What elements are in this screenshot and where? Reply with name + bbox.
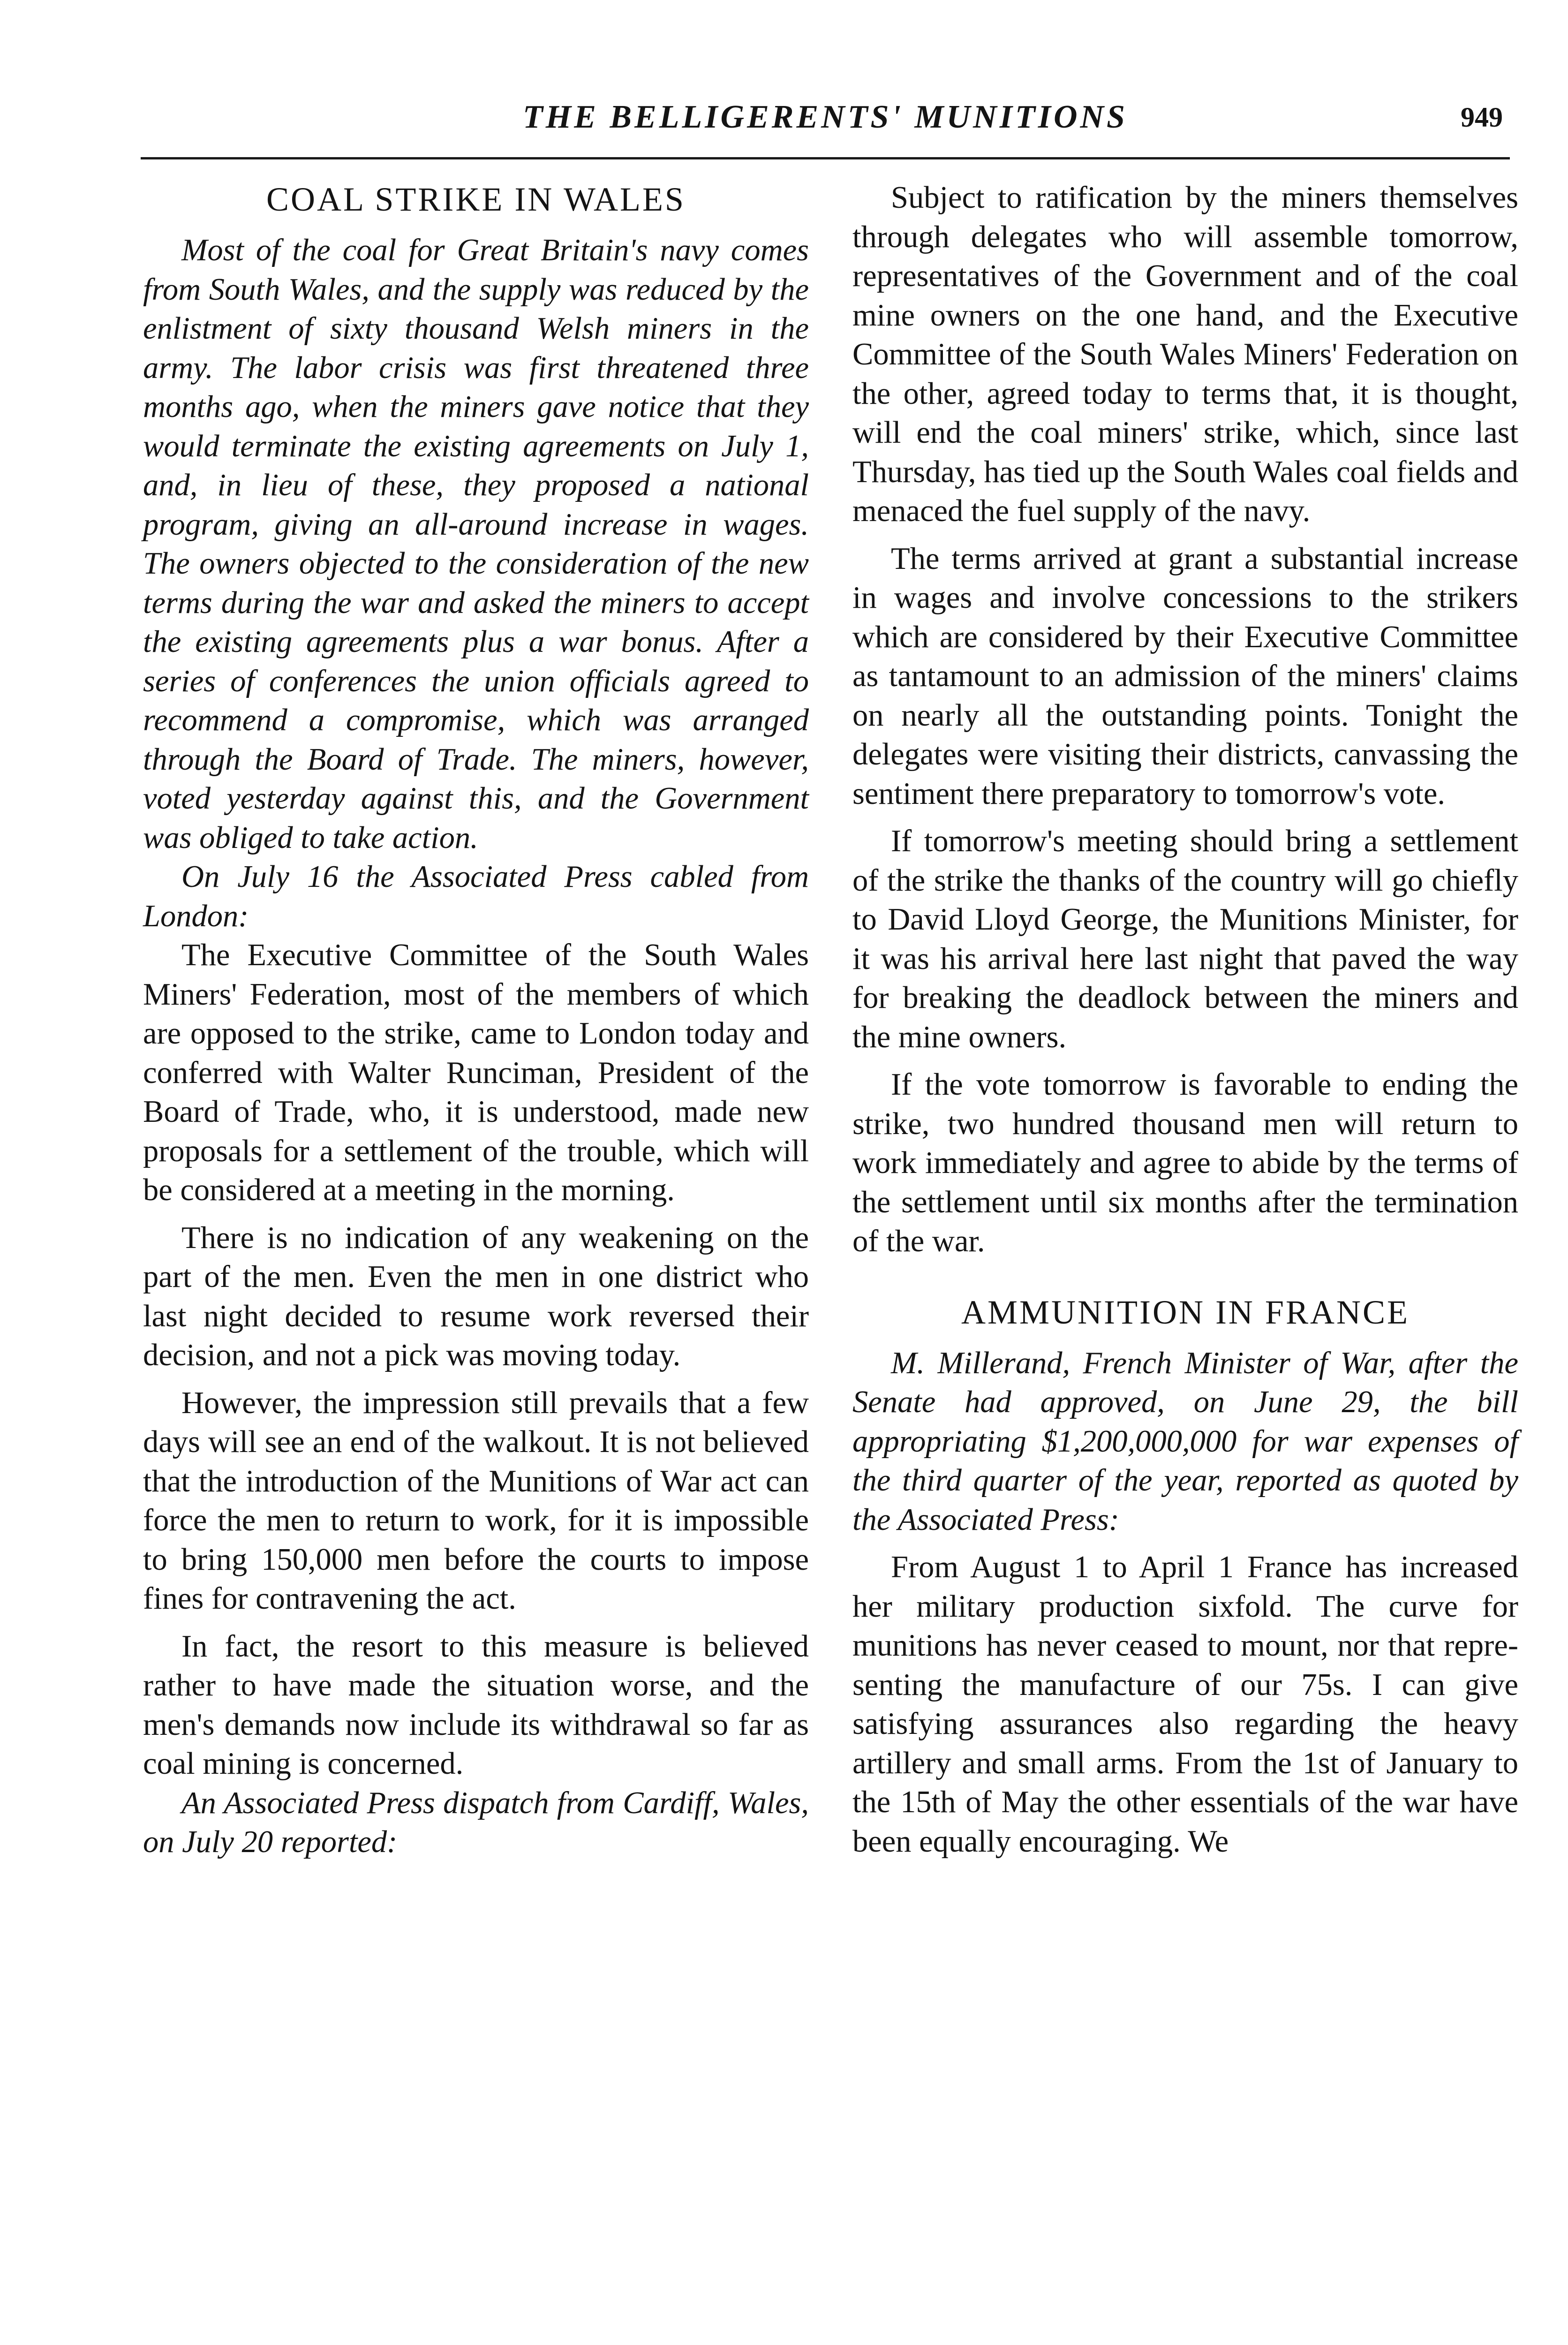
header-rule [141, 157, 1510, 159]
article-paragraph: However, the impression still prevails that a few days will see an end of the walkout. It is not believed that the introduction of the Munitions of War act can force the men to return to work, for it is impossible to bring 150,000 men before the courts to impose fines for contravening the act. [143, 1385, 809, 1616]
article-paragraph: In fact, the resort to this measure is believed rather to have made the situation worse, and the men's demands now include its withdrawal so far as coal mining is concerned. [143, 1629, 809, 1781]
article-paragraph: If the vote tomorrow is favorable to ending the strike, two hundred thousand men will return to work immediately and agree to abide by the terms of the settlement until six months after the termination of the war. [852, 1067, 1518, 1258]
page-number: 949 [1461, 102, 1503, 133]
article-paragraph: Subject to ratification by the miners themselves through delegates who will assemble tomorrow, representatives of the Government and of the coal mine owners on the one hand, and the Executive Committee of the South Wales Miners' Federation on the other, agreed today to terms that, it is thought, will end the coal miners' strike, which, since last Thursday, has tied up the South Wales coal fields and menaced the fuel supply of the navy. [852, 181, 1518, 528]
right-column [852, 178, 1518, 1861]
article-paragraph: If tomorrow's meeting should bring a settlement of the strike the thanks of the country will go chiefly to David Lloyd George, the Munitions Minister, for it was his arrival here last night that paved the way for breaking the deadlock between the miners and the mine owners. [852, 824, 1518, 1054]
running-head [141, 98, 1510, 150]
london-dispatch-intro: On July 16 the Associated Press cabled from London: [143, 860, 809, 933]
article-paragraph: From August 1 to April 1 France has increased her military production sixfold. The curve for munitions has never ceased to mount, nor that representing the manufacture of our 75s. I can give satisfying assurances also regarding the heavy artillery and small arms. From the 1st of January to the 15th of May the other essentials of the war have been equally encouraging. We [852, 1550, 1518, 1859]
running-title: THE BELLIGERENTS' MUNITIONS [523, 99, 1128, 135]
ammunition-france-heading: AMMUNITION IN FRANCE [961, 1293, 1410, 1331]
cardiff-dispatch-intro: An Associated Press dispatch from Cardiff, Wales, on July 20 reported: [143, 1785, 809, 1859]
left-column [143, 178, 809, 1862]
coal-strike-intro: Most of the coal for Great Britain's navy comes from South Wales, and the supply was reduced by the enlistment of sixty thousand Welsh miners in the army. The labor crisis was first threatened three months ago, when the miners gave notice that they would terminate the existing agreements on July 1, and, in lieu of these, they proposed a national program, giving an all-around increase in wages. The owners objected to the consideration of the new terms during the war and asked the miners to accept the existing agreements plus a war bonus. After a series of conferences the union officials agreed to recommend a compromise, which was arranged through the Board of Trade. The miners, however, voted yesterday against this, and the Government was obliged to take action. [143, 233, 809, 855]
ammunition-intro: M. Millerand, French Minister of War, after the Senate had approved, on June 29, the bill appropriating $1,200,000,000 for war expenses of the third quarter of the year, reported as quoted by the Associated Press: [852, 1346, 1518, 1537]
coal-strike-heading: COAL STRIKE IN WALES [266, 181, 686, 218]
article-paragraph: The Executive Committee of the South Wales Miners' Federation, most of the members of which are opposed to the strike, came to London today and conferred with Walter Runciman, President of the Board of Trade, who, it is understood, made new proposals for a settlement of the trouble, which will be considered at a meeting in the morning. [143, 938, 809, 1207]
article-paragraph: There is no indication of any weakening on the part of the men. Even the men in one district who last night decided to resume work reversed their decision, and not a pick was moving today. [143, 1220, 809, 1372]
article-paragraph: The terms arrived at grant a substantial increase in wages and involve concessions to the strikers which are considered by their Executive Committee as tantamount to an admission of the miners' claims on nearly all the outstanding points. Tonight the delegates were visiting their districts, canvassing the sentiment there preparatory to tomorrow's vote. [852, 541, 1518, 811]
